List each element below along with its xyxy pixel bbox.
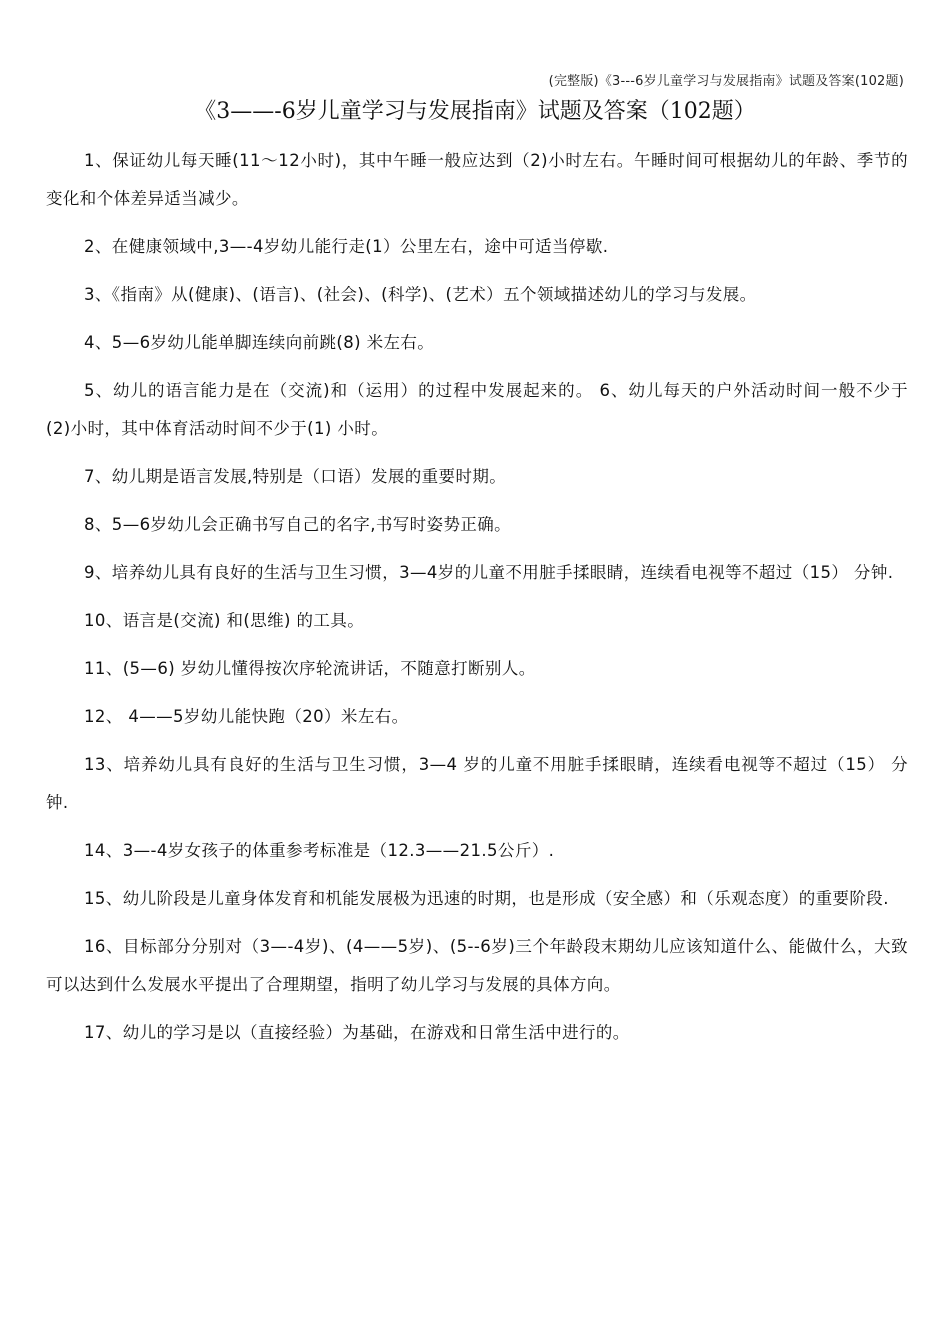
question-paragraph: 10、语言是(交流) 和(思维) 的工具。: [84, 611, 365, 630]
question-paragraph: 15、幼儿阶段是儿童身体发育和机能发展极为迅速的时期，也是形成（安全感）和（乐观态度）的重要阶段.: [84, 889, 889, 908]
question-paragraph: 17、幼儿的学习是以（直接经验）为基础，在游戏和日常生活中进行的。: [84, 1023, 630, 1042]
question-paragraph: 5、幼儿的语言能力是在（交流)和（运用）的过程中发展起来的。 6、幼儿每天的户外活动时间一般不少于 (2)小时，其中体育活动时间不少于(1) 小时。: [46, 381, 908, 438]
question-paragraph: 12、 4——5岁幼儿能快跑（20）米左右。: [84, 707, 409, 726]
question-paragraph: 11、(5—6) 岁幼儿懂得按次序轮流讲话，不随意打断别人。: [84, 659, 536, 678]
question-paragraph: 8、5—6岁幼儿会正确书写自己的名字,书写时姿势正确。: [84, 515, 512, 534]
document-body: [46, 142, 908, 1062]
question-paragraph: 14、3—-4岁女孩子的体重参考标准是（12.3——21.5公斤）.: [84, 841, 555, 860]
document-title: 《3——-6岁儿童学习与发展指南》试题及答案（102题）: [194, 99, 756, 124]
question-paragraph: 16、目标部分分别对（3—-4岁)、(4——5岁)、(5--6岁)三个年龄段末期幼儿应该知道什么、能做什么，大致可以达到什么发展水平提出了合理期望，指明了幼儿学习与发展的具体方向。: [46, 937, 908, 994]
question-paragraph: 9、培养幼儿具有良好的生活与卫生习惯，3—4岁的儿童不用脏手揉眼睛，连续看电视等不超过（15） 分钟.: [84, 563, 894, 582]
question-paragraph: 1、保证幼儿每天睡(11～12小时)，其中午睡一般应达到（2)小时左右。午睡时间可根据幼儿的年龄、季节的变化和个体差异适当减少。: [46, 151, 908, 208]
question-paragraph: 3、《指南》从(健康)、(语言)、(社会)、(科学)、(艺术）五个领域描述幼儿的学习与发展。: [84, 285, 757, 304]
question-paragraph: 2、在健康领域中,3—-4岁幼儿能行走(1）公里左右，途中可适当停歇.: [84, 237, 609, 256]
question-paragraph: 13、培养幼儿具有良好的生活与卫生习惯，3—4 岁的儿童不用脏手揉眼睛，连续看电视等不超过（15） 分钟.: [46, 755, 908, 812]
question-paragraph: 4、5—6岁幼儿能单脚连续向前跳(8) 米左右。: [84, 333, 435, 352]
question-paragraph: 7、幼儿期是语言发展,特别是（口语）发展的重要时期。: [84, 467, 507, 486]
running-header: (完整版)《3---6岁儿童学习与发展指南》试题及答案(102题): [548, 74, 904, 89]
